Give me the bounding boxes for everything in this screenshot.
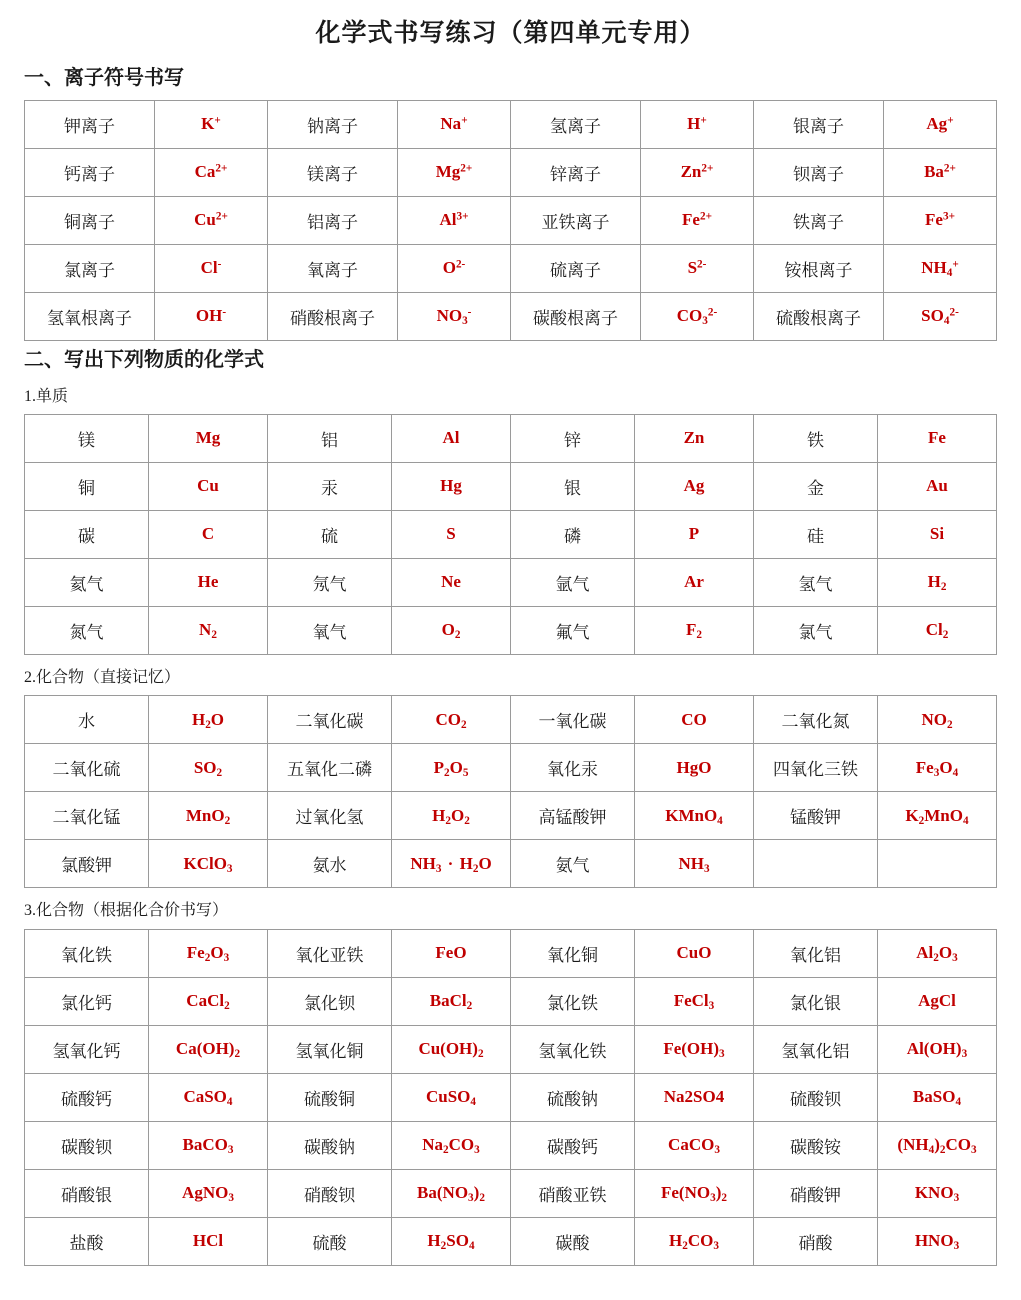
substance-name-cell: 硫酸钙 (25, 1073, 149, 1121)
section-heading-formulas: 二、写出下列物质的化学式 (24, 348, 264, 371)
table-row (25, 744, 997, 792)
formula-subscript: 4 (955, 1096, 962, 1109)
formula-subscript: 2 (479, 1192, 485, 1205)
chemical-formula-cell: $Ba(NO_3)_2$ (392, 1169, 511, 1217)
table-row (25, 792, 997, 840)
chemical-formula-cell: $H_2O_2$ (392, 792, 511, 840)
formula-superscript: 2- (707, 306, 718, 319)
formula-subscript: 2 (942, 629, 949, 642)
substance-name-cell: 硝酸钡 (268, 1169, 392, 1217)
substance-name-cell: 氢离子 (511, 100, 641, 148)
substance-name-cell: 氧化铜 (511, 929, 635, 977)
formula-subscript: 2 (204, 952, 211, 965)
substance-name-cell: 铝 (268, 414, 392, 462)
substance-name-cell: 硝酸根离子 (268, 292, 398, 340)
chemical-formula-cell: AgCl (878, 977, 997, 1025)
formula-subscript: 3 (462, 315, 468, 328)
formula-subscript: 2 (443, 1144, 449, 1157)
chemical-formula-cell: $Al(OH)_3$ (878, 1025, 997, 1073)
formula-subscript: 2 (234, 1048, 241, 1061)
chemical-formula-cell: $Zn^{2+}$ (641, 148, 754, 196)
substance-name-cell: 硫 (268, 510, 392, 558)
ion-symbols-table (24, 100, 997, 341)
substance-name-cell: 钾离子 (25, 100, 155, 148)
substance-name-cell: 硝酸 (754, 1217, 878, 1265)
formula-subscript: 2 (946, 718, 953, 731)
chemical-formula-cell: $HNO_3$ (878, 1217, 997, 1265)
chemical-formula-cell: CaCl$_2$ (149, 977, 268, 1025)
formula-subscript: 3 (953, 1240, 960, 1253)
section-heading-ions: 一、离子符号书写 (24, 66, 184, 89)
formula-superscript: 2+ (943, 162, 956, 175)
formula-subscript: 3 (223, 952, 230, 965)
formula-subscript: 2 (211, 629, 217, 642)
formula-subscript: 3 (961, 1048, 968, 1061)
chemical-formula-cell: $Cl_2$ (878, 606, 997, 654)
substance-name-cell: 二氧化氮 (754, 696, 878, 744)
formula-superscript: + (214, 114, 221, 127)
chemical-formula-cell: Na2SO4 (635, 1073, 754, 1121)
chemical-formula-cell: $F_2$ (635, 606, 754, 654)
formula-subscript: 2 (216, 766, 223, 779)
table-row (25, 196, 997, 244)
formula-subscript: 3 (226, 862, 233, 875)
formula-superscript: - (217, 258, 222, 271)
formula-subscript: 3 (703, 862, 710, 875)
formula-subscript: 4 (962, 814, 969, 827)
sub-heading-compounds-valence: 3.化合物（根据化合价书写） (24, 902, 229, 920)
chemical-formula-cell: $H_2CO_3$ (635, 1217, 754, 1265)
formula-subscript: 4 (226, 1096, 233, 1109)
substance-name-cell: 铜 (25, 462, 149, 510)
substance-name-cell: 氦气 (25, 558, 149, 606)
formula-subscript: 3 (468, 1192, 474, 1205)
chemical-formula-cell: BaSO$_4$ (878, 1073, 997, 1121)
chemical-formula-cell: Cl- (155, 244, 268, 292)
chemical-formula-cell: $NO_2$ (878, 696, 997, 744)
formula-subscript: 3 (228, 1192, 234, 1205)
chemical-formula-cell: BaCO$_3$ (149, 1121, 268, 1169)
formula-subscript: 3 (933, 766, 940, 779)
formula-subscript: 4 (928, 1144, 935, 1157)
hydrate-dot: · (443, 853, 458, 873)
chemical-formula-cell: $O_2$ (392, 606, 511, 654)
table-row (25, 606, 997, 654)
table-row (25, 148, 997, 196)
substance-name-cell: 铜离子 (25, 196, 155, 244)
formula-superscript: 2- (949, 306, 959, 319)
table-row (25, 696, 997, 744)
substance-name-cell: 锌 (511, 414, 635, 462)
group-elements (24, 386, 997, 655)
formula-subscript: 3 (952, 952, 958, 965)
substance-name-cell: 氩气 (511, 558, 635, 606)
chemical-formula-cell: $Fe^{2+}$ (641, 196, 754, 244)
chemical-formula-cell: $H_2SO_4$ (392, 1217, 511, 1265)
compounds-memory-table-body (25, 696, 997, 888)
formula-subscript: 2 (443, 766, 450, 779)
formula-superscript: 3+ (942, 210, 955, 223)
formula-subscript: 2 (460, 718, 467, 731)
substance-name-cell: 银离子 (754, 100, 884, 148)
table-row (25, 1073, 997, 1121)
chemical-formula-cell: Mg (149, 414, 268, 462)
substance-name-cell: 氯化银 (754, 977, 878, 1025)
substance-name-cell: 锌离子 (511, 148, 641, 196)
compounds-valence-table (24, 929, 997, 1266)
formula-subscript: 4 (946, 267, 953, 280)
substance-name-cell: 二氧化锰 (25, 792, 149, 840)
chemical-formula-cell: Zn (635, 414, 754, 462)
chemical-formula-cell: CuO (635, 929, 754, 977)
formula-superscript: + (461, 114, 468, 127)
substance-name-cell: 氢气 (754, 558, 878, 606)
substance-name-cell: 钡离子 (754, 148, 884, 196)
chemical-formula-cell: $Fe(OH)_3$ (635, 1025, 754, 1073)
substance-name-cell: 四氧化三铁 (754, 744, 878, 792)
formula-subscript: 2 (464, 814, 470, 827)
chemical-formula-cell: $CO_3^{2-}$ (641, 292, 754, 340)
chemical-formula-cell: OH- (155, 292, 268, 340)
substance-name-cell: 铝离子 (268, 196, 398, 244)
substance-name-cell: 银 (511, 462, 635, 510)
formula-subscript: 2 (205, 718, 211, 731)
substance-name-cell: 五氧化二磷 (268, 744, 392, 792)
chemical-formula-cell: Al (392, 414, 511, 462)
table-row (25, 977, 997, 1025)
formula-subscript: 2 (933, 952, 939, 965)
substance-name-cell: 硫离子 (511, 244, 641, 292)
substance-name-cell: 锰酸钾 (754, 792, 878, 840)
formula-subscript: 4 (952, 766, 959, 779)
substance-name-cell: 氢氧根离子 (25, 292, 155, 340)
group-compounds-valence (24, 900, 997, 1265)
chemical-formula-cell: $Cu^{2+}$ (155, 196, 268, 244)
formula-subscript: 2 (440, 1240, 447, 1253)
formula-subscript: 3 (970, 1144, 977, 1157)
formula-subscript: 4 (717, 814, 723, 827)
chemical-formula-cell: FeCl$_3$ (635, 977, 754, 1025)
table-row (25, 292, 997, 340)
chemical-formula-cell: $NH_3 \cdot H_2O$ (392, 840, 511, 888)
formula-superscript: + (700, 114, 707, 127)
chemical-formula-cell: $K_2MnO_4$ (878, 792, 997, 840)
substance-name-cell: 高锰酸钾 (511, 792, 635, 840)
chemical-formula-cell: Ag+ (884, 100, 997, 148)
formula-superscript: 2+ (215, 162, 228, 175)
chemical-formula-cell: $SO_4^{2-}$ (884, 292, 997, 340)
chemical-formula-cell: $H_2O$ (149, 696, 268, 744)
table-row (25, 244, 997, 292)
sub-heading-elements: 1.单质 (24, 387, 69, 405)
substance-name-cell: 氧化亚铁 (268, 929, 392, 977)
formula-subscript: 2 (466, 1000, 473, 1013)
table-row (25, 1217, 997, 1265)
substance-name-cell: 氯化铁 (511, 977, 635, 1025)
substance-name-cell: 氖气 (268, 558, 392, 606)
formula-subscript: 2 (682, 1240, 688, 1253)
formula-subscript: 3 (227, 1144, 234, 1157)
substance-name-cell: 碳酸钠 (268, 1121, 392, 1169)
formula-subscript: 3 (708, 1000, 715, 1013)
substance-name-cell: 氮气 (25, 606, 149, 654)
substance-name-cell: 碳 (25, 510, 149, 558)
chemical-formula-cell: P (635, 510, 754, 558)
formula-subscript: 2 (696, 629, 702, 642)
chemical-formula-cell: $NO_3^-$ (398, 292, 511, 340)
chemical-formula-cell: $Al^{3+}$ (398, 196, 511, 244)
chemical-formula-cell: Ar (635, 558, 754, 606)
formula-superscript: 2+ (699, 210, 712, 223)
substance-name-cell: 一氧化碳 (511, 696, 635, 744)
substance-name-cell: 过氧化氢 (268, 792, 392, 840)
chemical-formula-cell: CaCO$_3$ (635, 1121, 754, 1169)
chemical-formula-cell: CaSO$_4$ (149, 1073, 268, 1121)
formula-subscript: 2 (454, 629, 461, 642)
substance-name-cell: 氧化汞 (511, 744, 635, 792)
chemical-formula-cell: $Mg^{2+}$ (398, 148, 511, 196)
formula-superscript: 2+ (701, 162, 714, 175)
chemical-formula-cell: Ag (635, 462, 754, 510)
substance-name-cell: 磷 (511, 510, 635, 558)
formula-subscript: 2 (940, 581, 947, 594)
substance-name-cell: 碳酸钙 (511, 1121, 635, 1169)
table-row (25, 558, 997, 606)
chemical-formula-cell: $NH_4^+$ (884, 244, 997, 292)
substance-name-cell: 硫酸 (268, 1217, 392, 1265)
formula-subscript: 2 (477, 1048, 484, 1061)
substance-name-cell: 镁离子 (268, 148, 398, 196)
chemical-formula-cell: CuSO$_4$ (392, 1073, 511, 1121)
substance-name-cell: 盐酸 (25, 1217, 149, 1265)
substance-name-cell: 氯酸钾 (25, 840, 149, 888)
formula-subscript: 2 (918, 814, 925, 827)
chemical-formula-cell: $S^{2-}$ (641, 244, 754, 292)
substance-name-cell: 氧化铝 (754, 929, 878, 977)
table-row (25, 510, 997, 558)
substance-name-cell: 氯化钙 (25, 977, 149, 1025)
chemical-formula-cell: S (392, 510, 511, 558)
chemical-formula-cell: $NH_3$ (635, 840, 754, 888)
substance-name-cell: 硅 (754, 510, 878, 558)
substance-name-cell: 铁离子 (754, 196, 884, 244)
chemical-formula-cell: Si (878, 510, 997, 558)
substance-name-cell: 铵根离子 (754, 244, 884, 292)
chemical-formula-cell: $N_2$ (149, 606, 268, 654)
chemical-formula-cell: HCl (149, 1217, 268, 1265)
chemical-formula-cell: $SO_2$ (149, 744, 268, 792)
chemical-formula-cell: AgNO$_3$ (149, 1169, 268, 1217)
table-row (25, 1025, 997, 1073)
chemical-formula-cell: $Fe(NO_3)_2$ (635, 1169, 754, 1217)
substance-name-cell: 氢氧化钙 (25, 1025, 149, 1073)
substance-name-cell: 氧气 (268, 606, 392, 654)
chemical-formula-cell: C (149, 510, 268, 558)
formula-subscript: 2 (939, 1144, 946, 1157)
formula-superscript: 2- (697, 258, 707, 271)
substance-name-cell: 氧离子 (268, 244, 398, 292)
formula-subscript: 2 (445, 814, 451, 827)
sub-heading-compounds-memory: 2.化合物（直接记忆） (24, 668, 181, 686)
chemical-formula-cell: $Ba^{2+}$ (884, 148, 997, 196)
chemical-formula-cell: Fe (878, 414, 997, 462)
page-title: 化学式书写练习（第四单元专用） (315, 20, 706, 47)
ion-table-body (25, 100, 997, 340)
formula-subscript: 3 (713, 1240, 719, 1253)
table-row (25, 1169, 997, 1217)
formula-superscript: - (467, 306, 472, 319)
formula-superscript: + (947, 114, 954, 127)
chemical-formula-cell: $Cu(OH)_2$ (392, 1025, 511, 1073)
substance-name-cell: 氧化铁 (25, 929, 149, 977)
substance-name-cell (754, 840, 878, 888)
formula-subscript: 4 (943, 315, 950, 328)
substance-name-cell: 铁 (754, 414, 878, 462)
substance-name-cell: 氢氧化铁 (511, 1025, 635, 1073)
formula-subscript: 5 (462, 766, 469, 779)
formula-superscript: + (952, 258, 959, 271)
group-compounds-memory (24, 667, 997, 888)
chemical-formula-cell: K+ (155, 100, 268, 148)
chemical-formula-cell: Au (878, 462, 997, 510)
substance-name-cell: 汞 (268, 462, 392, 510)
chemical-formula-cell: KMnO$_4$ (635, 792, 754, 840)
substance-name-cell: 二氧化硫 (25, 744, 149, 792)
table-row (25, 840, 997, 888)
chemical-formula-cell: Cu (149, 462, 268, 510)
formula-subscript: 2 (224, 814, 231, 827)
formula-superscript: 2+ (215, 210, 228, 223)
table-row (25, 462, 997, 510)
substance-name-cell: 碳酸铵 (754, 1121, 878, 1169)
elements-table-body (25, 414, 997, 654)
compounds-valence-table-body (25, 929, 997, 1265)
substance-name-cell: 镁 (25, 414, 149, 462)
substance-name-cell: 亚铁离子 (511, 196, 641, 244)
substance-name-cell: 钠离子 (268, 100, 398, 148)
table-row (25, 929, 997, 977)
chemical-formula-cell: $Ca^{2+}$ (155, 148, 268, 196)
formula-subscript: 3 (710, 1192, 716, 1205)
chemical-formula-cell: $Na_2CO_3$ (392, 1121, 511, 1169)
chemical-formula-cell: H+ (641, 100, 754, 148)
substance-name-cell: 氢氧化铝 (754, 1025, 878, 1073)
chemical-formula-cell: $(NH_4)_2CO_3$ (878, 1121, 997, 1169)
substance-name-cell: 氯离子 (25, 244, 155, 292)
substance-name-cell: 碳酸 (511, 1217, 635, 1265)
formula-superscript: - (222, 306, 227, 319)
chemical-formula-cell: CO (635, 696, 754, 744)
substance-name-cell: 水 (25, 696, 149, 744)
formula-superscript: 2+ (460, 162, 473, 175)
formula-subscript: 3 (702, 315, 708, 328)
chemical-formula-cell: $Fe_2O_3$ (149, 929, 268, 977)
formula-subscript: 3 (435, 862, 442, 875)
formula-subscript: 2 (721, 1192, 727, 1205)
table-row (25, 1121, 997, 1169)
chemical-formula-cell: $Fe^{3+}$ (884, 196, 997, 244)
chemical-formula-cell: KClO$_3$ (149, 840, 268, 888)
chemical-formula-cell: Na+ (398, 100, 511, 148)
formula-subscript: 4 (470, 1096, 477, 1109)
chemical-formula-cell: Hg (392, 462, 511, 510)
formula-subscript: 4 (468, 1240, 475, 1253)
chemical-formula-cell: $O^{2-}$ (398, 244, 511, 292)
substance-name-cell: 氨气 (511, 840, 635, 888)
substance-name-cell: 硫酸铜 (268, 1073, 392, 1121)
substance-name-cell: 氟气 (511, 606, 635, 654)
substance-name-cell: 二氧化碳 (268, 696, 392, 744)
substance-name-cell: 硫酸钡 (754, 1073, 878, 1121)
substance-name-cell: 氨水 (268, 840, 392, 888)
substance-name-cell: 氯化钡 (268, 977, 392, 1025)
formula-subscript: 3 (714, 1144, 720, 1157)
substance-name-cell: 碳酸钡 (25, 1121, 149, 1169)
substance-name-cell: 氢氧化铜 (268, 1025, 392, 1073)
elements-table (24, 414, 997, 655)
substance-name-cell: 钙离子 (25, 148, 155, 196)
chemical-formula-cell: Ne (392, 558, 511, 606)
table-row (25, 100, 997, 148)
chemical-formula-cell: FeO (392, 929, 511, 977)
chemical-formula-cell: $P_2O_5$ (392, 744, 511, 792)
chemical-formula-cell: He (149, 558, 268, 606)
substance-name-cell: 硫酸钠 (511, 1073, 635, 1121)
chemical-formula-cell: MnO$_2$ (149, 792, 268, 840)
chemical-formula-cell: $Al_2O_3$ (878, 929, 997, 977)
formula-subscript: 3 (719, 1048, 725, 1061)
chemical-formula-cell: HgO (635, 744, 754, 792)
chemical-formula-cell: $H_2$ (878, 558, 997, 606)
substance-name-cell: 硫酸根离子 (754, 292, 884, 340)
chemical-formula-cell: $Ca(OH)_2$ (149, 1025, 268, 1073)
substance-name-cell: 硝酸钾 (754, 1169, 878, 1217)
substance-name-cell: 硝酸银 (25, 1169, 149, 1217)
substance-name-cell: 硝酸亚铁 (511, 1169, 635, 1217)
compounds-memory-table (24, 695, 997, 888)
chemical-formula-cell: $Fe_3O_4$ (878, 744, 997, 792)
chemical-formula-cell (878, 840, 997, 888)
chemical-formula-cell: $CO_2$ (392, 696, 511, 744)
formula-superscript: 2- (455, 258, 466, 271)
substance-name-cell: 氯气 (754, 606, 878, 654)
formula-subscript: 3 (474, 1144, 480, 1157)
chemical-formula-cell: BaCl$_2$ (392, 977, 511, 1025)
formula-subscript: 2 (224, 1000, 230, 1013)
table-row (25, 414, 997, 462)
formula-superscript: 3+ (456, 210, 469, 223)
chemical-formula-cell: $KNO_3$ (878, 1169, 997, 1217)
substance-name-cell: 金 (754, 462, 878, 510)
substance-name-cell: 碳酸根离子 (511, 292, 641, 340)
formula-subscript: 3 (953, 1192, 960, 1205)
formula-subscript: 2 (472, 862, 479, 875)
